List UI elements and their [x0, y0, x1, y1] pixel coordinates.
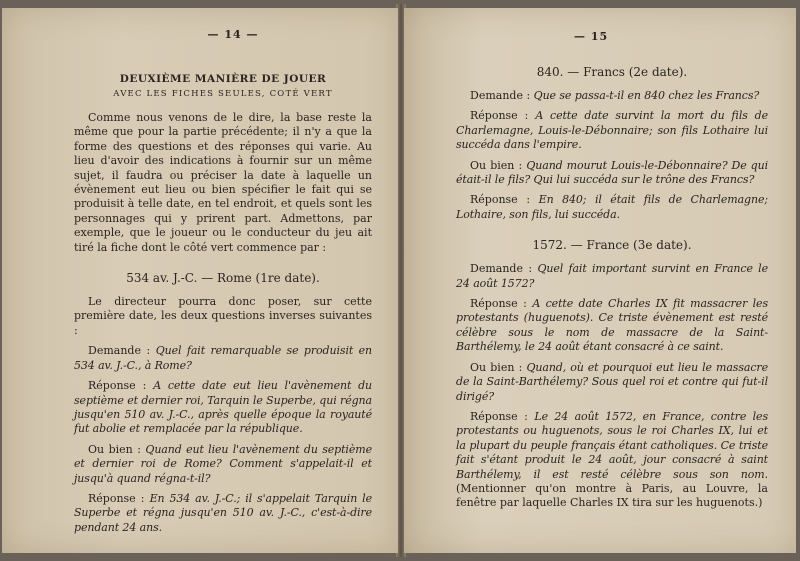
demande-label: Demande :: [88, 344, 151, 358]
intro-paragraph: Comme nous venons de le dire, la base reste la même que pour la partie précédente; il n'y a que la forme des questions et des réponses qui varie. Au lieu d'avoir des indications à fournir sur un même sujet, il faudra ou préciser la date à laquelle un évènement eut lieu ou bien spécifier le fait qui se produisit à telle date, en tel endroit, et quels sont les personnages qui y prirent part. Admettons, par exemple, que le joueur ou le conducteur du jeu ait tiré la fiche dont le côté vert commence par :: [74, 111, 372, 254]
reponse-text: A cette date survint la mort du fils de Charlemagne, Louis-le-Débonnaire; son fils Lothaire lui succéda dans l'empire.: [456, 109, 768, 152]
ou-bien-text: Quand mourut Louis-le-Débonnaire? De qui était-il le fils? Qui lui succéda sur le trône des Francs?: [456, 158, 768, 187]
reponse-label: Réponse :: [470, 193, 531, 207]
transition-paragraph: Le directeur pourra donc poser, sur cette première date, les deux questions inverses suivantes :: [74, 295, 372, 337]
reponse-paragraph: [74, 379, 372, 437]
page-number: — 14 —: [207, 28, 259, 41]
section-title: DEUXIÈME MANIÈRE DE JOUER: [119, 73, 327, 85]
right-page: [404, 8, 796, 553]
demande-label: Demande :: [470, 262, 533, 276]
reponse-label: Réponse :: [88, 379, 147, 393]
date-heading: 840. — Francs (2e date).: [536, 65, 688, 79]
reponse-paragraph: [456, 297, 768, 355]
demande-paragraph: [456, 262, 768, 291]
demande-label: Demande :: [470, 89, 531, 102]
reponse-text: A cette date Charles IX fit massacrer les protestants (huguenots). Ce triste évènement est resté célèbre sous le nom de massacre de la Saint-Barthélemy, le 24 août étant consacré à ce saint.: [456, 297, 768, 354]
reponse-text: Le 24 août 1572, en France, contre les protestants ou huguenots, sous le roi Charles IX, lui et la plupart du peuple français étant catholiques. Ce triste fait s'étant produit le 24 août, jour consacré à saint Barthélemy, il est resté célèbre sous son nom.: [456, 409, 768, 481]
demande-text: Quel fait remarquable se produisit en 534 av. J.-C., à Rome?: [74, 344, 373, 372]
ou-bien-text: Quand, où et pourquoi eut lieu le massacre de la Saint-Barthélemy? Sous quel roi et contre qui fut-il dirigé?: [456, 360, 768, 403]
ou-bien-label: Ou bien :: [470, 158, 523, 172]
page-number: — 15: [574, 30, 609, 43]
demande-paragraph: [74, 344, 372, 373]
reponse-label: Réponse :: [470, 109, 529, 123]
demande-text: Quel fait important survint en France le 24 août 1572?: [456, 262, 768, 290]
left-page: [2, 8, 398, 553]
demande-paragraph: [456, 89, 768, 103]
reponse-text: A cette date eut lieu l'avènement du septième et dernier roi, Tarquin le Superbe, qui régna jusqu'en 510 av. J.-C., après quelle époque la royauté fut abolie et remplacée par la république.: [74, 379, 373, 436]
ou-bien-label: Ou bien :: [88, 442, 141, 456]
ou-bien-text: Quand eut lieu l'avènement du septième et dernier roi de Rome? Comment s'appelait-il et jusqu'à quand régna-t-il?: [74, 442, 372, 485]
reponse-paragraph: [456, 410, 768, 511]
date-heading: 534 av. J.-C. — Rome (1re date).: [126, 271, 320, 286]
demande-text: Que se passa-t-il en 840 chez les Francs?: [533, 89, 760, 102]
section-subtitle: AVEC LES FICHES SEULES, COTÉ VERT: [113, 89, 333, 99]
reponse-paragraph: [456, 109, 768, 152]
date-heading: 1572. — France (3e date).: [532, 238, 692, 253]
reponse-paragraph: [74, 492, 372, 535]
reponse-text: En 840; il était fils de Charlemagne; Lothaire, son fils, lui succéda.: [456, 193, 768, 221]
reponse-label: Réponse :: [470, 409, 528, 423]
reponse-label: Réponse :: [88, 491, 145, 505]
reponse-label: Réponse :: [470, 297, 527, 311]
reponse-note: (Mentionner qu'on montre à Paris, au Louvre, la fenêtre par laquelle Charles IX tira sur les huguenots.): [456, 481, 768, 510]
reponse-paragraph: [456, 193, 768, 222]
reponse-text: En 534 av. J.-C.; il s'appelait Tarquin le Superbe et régna jusqu'en 510 av. J.-C., c'est-à-dire pendant 24 ans.: [74, 491, 372, 534]
ou-bien-label: Ou bien :: [470, 360, 523, 374]
ou-bien-paragraph: [456, 361, 768, 404]
ou-bien-paragraph: [74, 443, 372, 486]
ou-bien-paragraph: [456, 159, 768, 188]
